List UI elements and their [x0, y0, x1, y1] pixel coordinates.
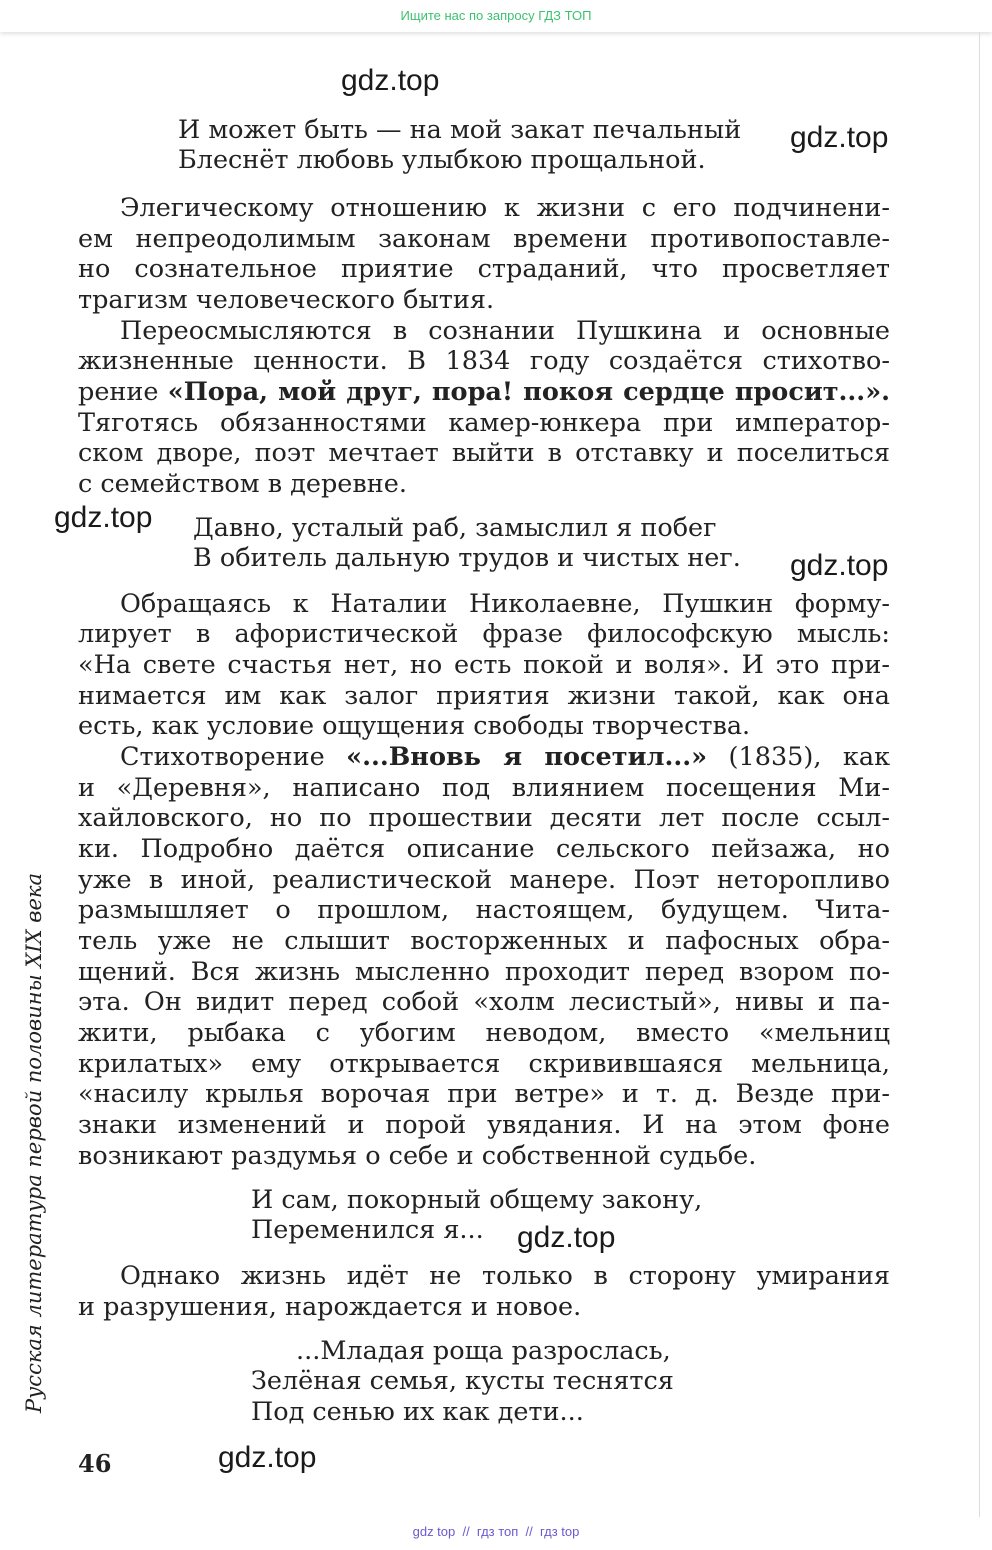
banner-text: Ищите нас по запросу ГДЗ ТОП: [400, 8, 592, 23]
poem-line: Давно, усталый раб, замыслил я побег: [193, 513, 717, 543]
text-line: ском дворе, поэт мечтает выйти в отставку и поселиться: [78, 438, 890, 468]
text-line: и «Деревня», написано под влиянием посещения Ми-: [78, 773, 890, 803]
text-line: Обращаясь к Наталии Николаевне, Пушкин форму-: [120, 589, 890, 619]
text-line-with-title: [120, 742, 890, 772]
watermark: gdz.top: [54, 501, 153, 534]
text-line: лирует в афористической фразе философскую мысль:: [78, 619, 890, 649]
text-line: жизненные ценности. В 1834 году создаётся стихотво-: [78, 346, 890, 376]
poem-line: И может быть — на мой закат печальный: [178, 115, 742, 145]
footer-links: gdz top // гдз топ // гдз top: [412, 1524, 580, 1539]
watermark: gdz.top: [218, 1441, 317, 1474]
text-line: и разрушения, нарождается и новое.: [78, 1292, 582, 1322]
poem-line: Зелёная семья, кусты теснятся: [251, 1366, 674, 1396]
text-line: уже в иной, реалистической манере. Поэт неторопливо: [78, 865, 890, 895]
text-line-with-title: [78, 377, 890, 407]
text-line: ем непреодолимым законам времени противопоставле-: [78, 224, 890, 254]
poem-line: Блеснёт любовь улыбкою прощальной.: [178, 145, 706, 175]
poem-line: И сам, покорный общему закону,: [251, 1185, 703, 1215]
watermark: gdz.top: [790, 549, 889, 582]
watermark: gdz.top: [790, 121, 889, 154]
poem-line: ...Младая роща разрослась,: [296, 1336, 671, 1366]
text-line: есть, как условие ощущения свободы творчества.: [78, 711, 751, 741]
text-line: но сознательное приятие страданий, что просветляет: [78, 254, 890, 284]
poem-line: Под сенью их как дети...: [251, 1397, 584, 1427]
poem-line: Переменился я...: [251, 1215, 484, 1245]
poem-line: В обитель дальную трудов и чистых нег.: [193, 543, 741, 573]
text-fragment: (1835), как: [728, 742, 890, 772]
text-line: нимается им как залог приятия жизни такой, как она: [78, 681, 890, 711]
top-banner: [0, 0, 992, 32]
text-line: Тяготясь обязанностями камер-юнкера при император-: [78, 408, 890, 438]
text-line: хайловского, но по прошествии десяти лет после ссыл-: [78, 803, 890, 833]
text-line: размышляет о прошлом, настоящем, будущем. Чита-: [78, 895, 890, 925]
text-line: Переосмысляются в сознании Пушкина и основные: [120, 316, 890, 346]
text-line: жити, рыбака с убогим неводом, вместо «мельниц: [78, 1018, 890, 1048]
side-running-title: Русская литература первой половины XIX века: [22, 873, 46, 1413]
watermark: gdz.top: [517, 1221, 616, 1254]
text-line: знаки изменений и порой увядания. И на этом фоне: [78, 1110, 890, 1140]
text-line: Элегическому отношению к жизни с его подчинени-: [120, 193, 890, 223]
text-line: крилатых» ему открывается скривившаяся мельница,: [78, 1049, 890, 1079]
text-line: тель уже не слышит восторженных и пафосных обра-: [78, 926, 890, 956]
page-edge-divider: [979, 32, 980, 1517]
text-fragment: Стихотворение: [120, 742, 325, 772]
text-line: щений. Вся жизнь мысленно проходит перед взором по-: [78, 957, 890, 987]
page-number: 46: [78, 1449, 112, 1478]
poem-title: «Пора, мой друг, пора! покоя сердце просит...».: [167, 377, 890, 407]
watermark: gdz.top: [341, 64, 440, 97]
text-fragment: рение: [78, 377, 159, 407]
text-line: ки. Подробно даётся описание сельского пейзажа, но: [78, 834, 890, 864]
poem-title: «...Вновь я посетил...»: [346, 742, 708, 772]
text-line: с семейством в деревне.: [78, 469, 407, 499]
text-line: трагизм человеческого бытия.: [78, 285, 495, 315]
text-line: эта. Он видит перед собой «холм лесистый», нивы и па-: [78, 987, 890, 1017]
text-line: «На свете счастья нет, но есть покой и воля». И это при-: [78, 650, 890, 680]
text-line: возникают раздумья о себе и собственной судьбе.: [78, 1141, 757, 1171]
text-line: «насилу крылья ворочая при ветре» и т. д. Везде при-: [78, 1079, 890, 1109]
text-line: Однако жизнь идёт не только в сторону умирания: [120, 1261, 890, 1291]
